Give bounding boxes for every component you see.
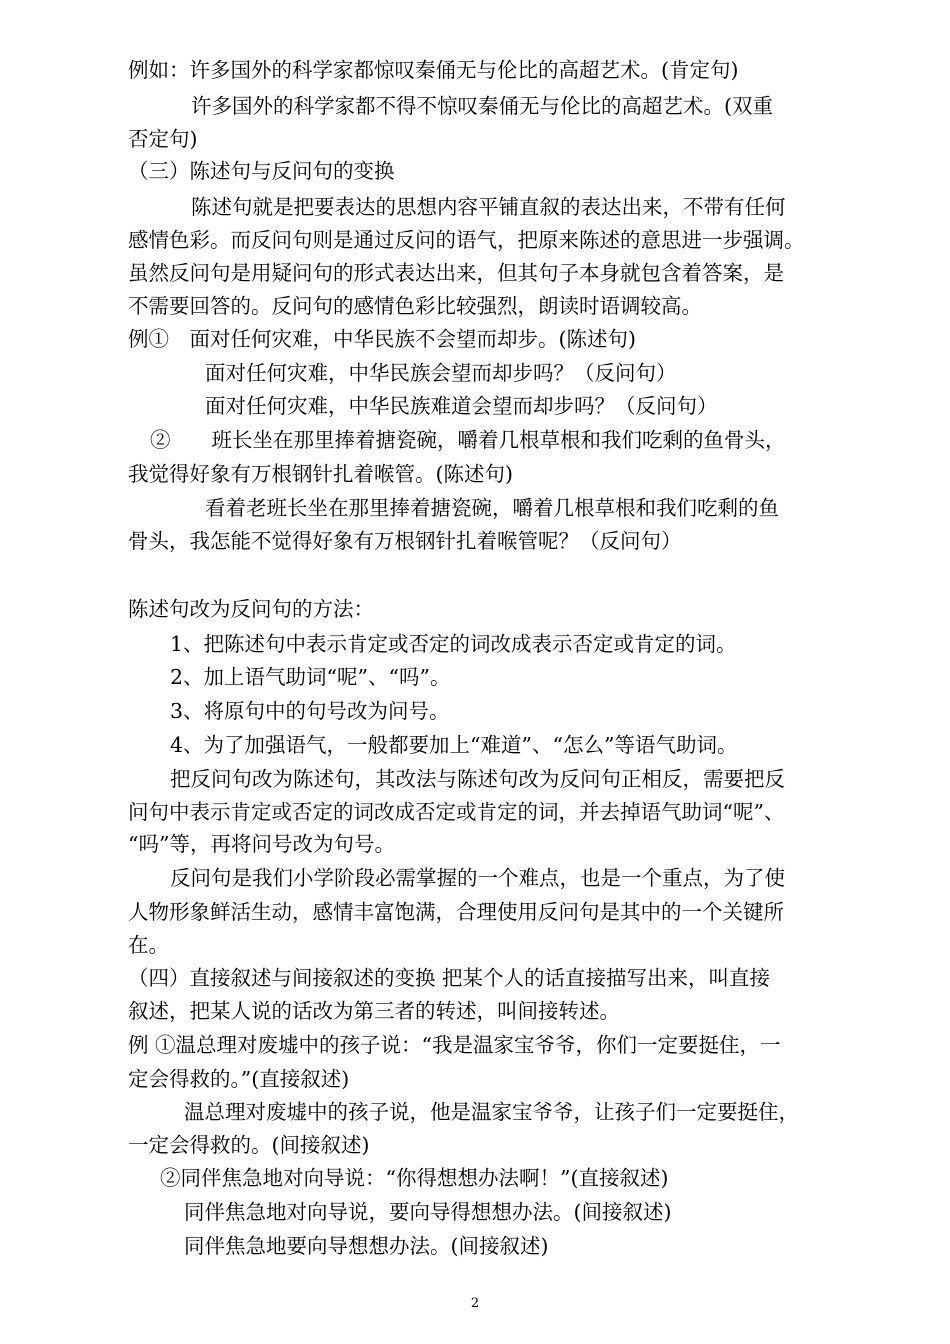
list-item: 4、为了加强语气，一般都要加上“难道”、“怎么”等语气助词。 (170, 733, 738, 757)
example-line: 看着老班长坐在那里捧着搪瓷碗，嚼着几根草根和我们吃剩的鱼 (205, 496, 779, 520)
example-line: 例 ①温总理对废墟中的孩子说：“我是温家宝爷爷，你们一定要挺住，一 (128, 1033, 781, 1057)
text-line: 人物形象鲜活生动，感情丰富饱满，合理使用反问句是其中的一个关键所 (128, 900, 784, 924)
text-line: 陈述句就是把要表达的思想内容平铺直叙的表达出来，不带有任何 (191, 195, 786, 219)
example-line: ②同伴焦急地对向导说：“你得想想办法啊！”(直接叙述) (160, 1166, 669, 1190)
list-item: 3、将原句中的句号改为问号。 (170, 699, 450, 723)
section-heading: （四）直接叙述与间接叙述的变换 把某个人的话直接描写出来，叫直接 (128, 966, 771, 990)
text-line: 问句中表示肯定或否定的词改成否定或肯定的词，并去掉语气助词“呢”、 (128, 800, 785, 824)
section-heading: （三）陈述句与反问句的变换 (128, 159, 395, 183)
example-line: 我觉得好象有万根钢针扎着喉管。(陈述句) (128, 462, 513, 486)
text-line: 在。 (128, 933, 169, 957)
example-line: 骨头，我怎能不觉得好象有万根钢针扎着喉管呢？（反问句） (128, 529, 682, 553)
text-line: 感情色彩。而反问句则是通过反问的语气，把原来陈述的意思进一步强调。 (128, 228, 805, 252)
text-line: 叙述，把某人说的话改为第三者的转述，叫间接转述。 (128, 999, 620, 1023)
example-line: 定会得救的。”(直接叙述) (128, 1067, 350, 1091)
text-line: 把反问句改为陈述句，其改法与陈述句改为反问句正相反，需要把反 (170, 767, 785, 791)
example-line: 同伴焦急地要向导想想办法。(间接叙述) (184, 1234, 549, 1258)
text-line: “吗”等，再将问号改为句号。 (128, 832, 395, 856)
text-line: 许多国外的科学家都不得不惊叹秦俑无与伦比的高超艺术。(双重 (191, 94, 773, 118)
example-line: 面对任何灾难，中华民族难道会望而却步吗？（反问句） (205, 394, 718, 418)
example-line: 温总理对废墟中的孩子说，他是温家宝爷爷，让孩子们一定要挺住， (184, 1100, 799, 1124)
example-line: 例① 面对任何灾难，中华民族不会望而却步。(陈述句) (128, 327, 636, 351)
text-line: 例如：许多国外的科学家都惊叹秦俑无与伦比的高超艺术。(肯定句) (128, 58, 739, 82)
page-number: 2 (470, 1296, 480, 1311)
list-item: 1、把陈述句中表示肯定或否定的词改成表示否定或肯定的词。 (170, 632, 737, 656)
example-line: 一定会得救的。(间接叙述) (128, 1133, 370, 1157)
text-line: 反问句是我们小学阶段必需掌握的一个难点，也是一个重点，为了使 (170, 866, 785, 890)
example-line: 同伴焦急地对向导说，要向导得想想办法。(间接叙述) (184, 1200, 672, 1224)
text-line: 否定句) (128, 127, 198, 151)
list-item: 2、加上语气助词“呢”、“吗”。 (170, 665, 451, 689)
subheading: 陈述句改为反问句的方法： (128, 597, 374, 621)
example-line: 面对任何灾难，中华民族会望而却步吗？（反问句） (205, 361, 677, 385)
text-line: 虽然反问句是用疑问句的形式表达出来，但其句子本身就包含着答案，是 (128, 261, 784, 285)
example-line: ② 班长坐在那里捧着搪瓷碗，嚼着几根草根和我们吃剩的鱼骨头， (150, 428, 786, 452)
text-line: 不需要回答的。反问句的感情色彩比较强烈，朗读时语调较高。 (128, 294, 702, 318)
